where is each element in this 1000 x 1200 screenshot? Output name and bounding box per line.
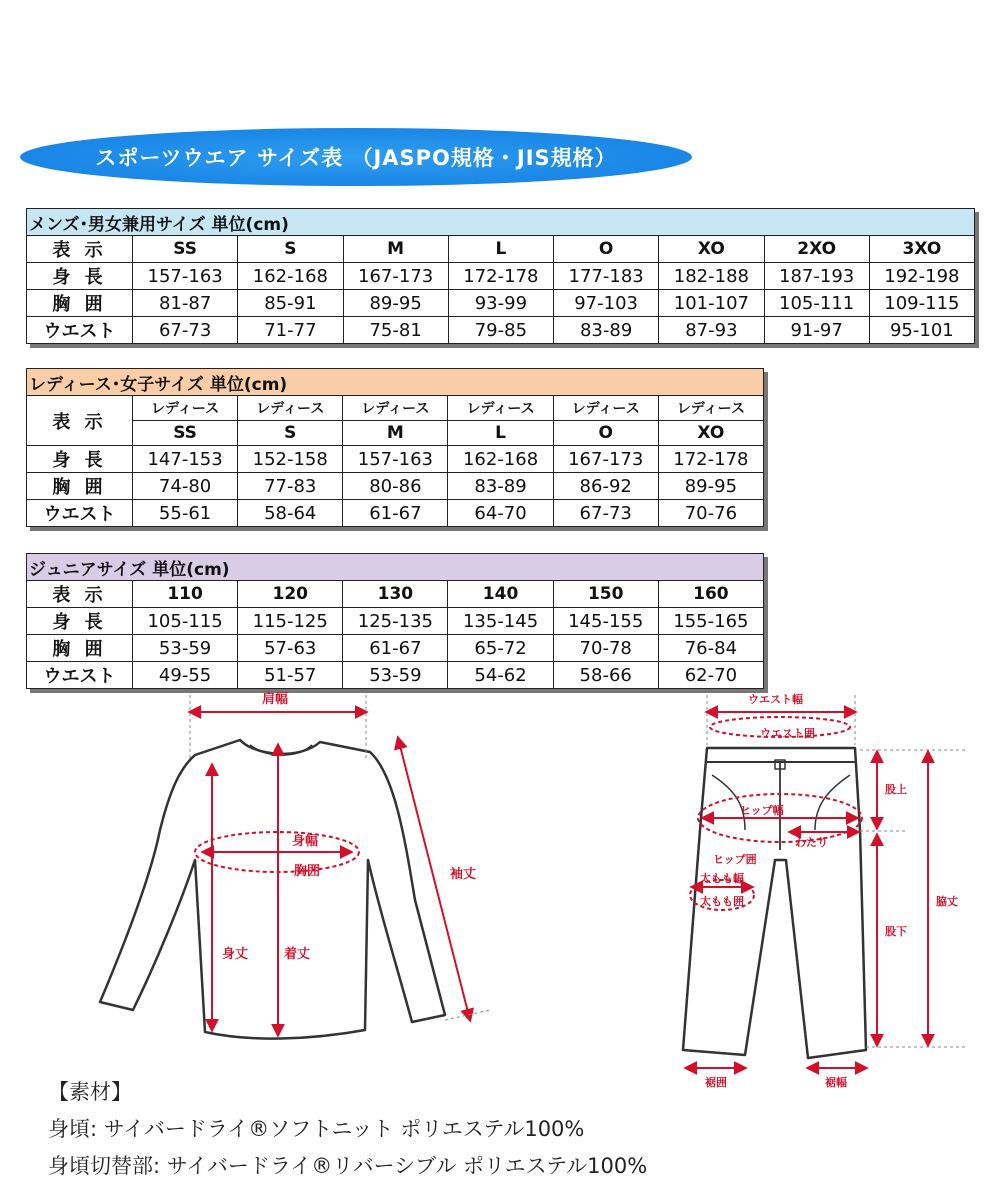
table-cell: 105-115 xyxy=(133,608,238,635)
table-cell: 135-145 xyxy=(448,608,553,635)
table-cell: 70-76 xyxy=(658,500,763,527)
material-line-body: 身頃: サイバードライ®ソフトニット ポリエステル100% xyxy=(48,1117,585,1141)
table-cell: 109-115 xyxy=(869,290,974,317)
table-cell: S xyxy=(238,236,343,263)
table-cell: 160 xyxy=(658,581,763,608)
table-cell: 71-77 xyxy=(238,317,343,344)
table-cell: 93-99 xyxy=(448,290,553,317)
row-label: 胸 囲 xyxy=(27,290,133,317)
hem-circ-label: 裾囲 xyxy=(705,1076,727,1089)
row-label: 身 長 xyxy=(27,446,133,473)
table-cell: 87-93 xyxy=(659,317,764,344)
ladies-table-header: レディース･女子サイズ 単位(cm) xyxy=(27,369,764,396)
table-cell: 157-163 xyxy=(133,263,238,290)
table-cell: 150 xyxy=(553,581,658,608)
table-cell: O xyxy=(553,421,658,446)
table-cell: 70-78 xyxy=(553,635,658,662)
row-label: 表 示 xyxy=(27,396,133,446)
table-cell: 61-67 xyxy=(343,500,448,527)
row-label: ウエスト xyxy=(27,500,133,527)
table-cell: 76-84 xyxy=(658,635,763,662)
table-cell: レディース xyxy=(448,396,553,421)
table-cell: 53-59 xyxy=(133,635,238,662)
hem-width-label: 裾幅 xyxy=(825,1076,847,1089)
table-cell: 61-67 xyxy=(343,635,448,662)
table-cell: S xyxy=(238,421,343,446)
table-cell: 167-173 xyxy=(343,263,448,290)
table-cell: 77-83 xyxy=(238,473,343,500)
material-heading: 【素材】 xyxy=(48,1080,132,1104)
table-cell: 177-183 xyxy=(554,263,659,290)
row-label: 表 示 xyxy=(27,236,133,263)
shirt-measure-lines xyxy=(190,712,470,1035)
row-label: ウエスト xyxy=(27,662,133,689)
table-cell: 75-81 xyxy=(343,317,448,344)
table-cell: M xyxy=(343,236,448,263)
table-cell: 86-92 xyxy=(553,473,658,500)
table-cell: 79-85 xyxy=(448,317,553,344)
table-cell: 147-153 xyxy=(133,446,238,473)
table-cell: 192-198 xyxy=(869,263,974,290)
table-cell: レディース xyxy=(343,396,448,421)
pants-measure-lines xyxy=(686,712,928,1068)
table-cell: 58-66 xyxy=(553,662,658,689)
table-cell: レディース xyxy=(658,396,763,421)
table-cell: 162-168 xyxy=(448,446,553,473)
table-cell: SS xyxy=(133,236,238,263)
table-cell: 51-57 xyxy=(238,662,343,689)
thigh-width-label: 太もも幅 xyxy=(700,872,744,885)
table-cell: L xyxy=(448,421,553,446)
junior-table-header: ジュニアサイズ 単位(cm) xyxy=(27,554,764,581)
material-line-panel: 身頃切替部: サイバードライ®リバーシブル ポリエステル100% xyxy=(48,1154,648,1178)
table-cell: 167-173 xyxy=(553,446,658,473)
table-cell: 95-101 xyxy=(869,317,974,344)
chest-label: 胸囲 xyxy=(294,864,321,879)
table-cell: 140 xyxy=(448,581,553,608)
hip-circ-label: ヒップ囲 xyxy=(713,853,757,866)
row-label: 表 示 xyxy=(27,581,133,608)
shirt-guide-lines xyxy=(190,695,490,1020)
table-cell: L xyxy=(448,236,553,263)
table-cell: レディース xyxy=(133,396,238,421)
table-cell: 97-103 xyxy=(554,290,659,317)
waist-circ-label: ウエスト囲 xyxy=(760,727,815,740)
table-cell: 162-168 xyxy=(238,263,343,290)
table-cell: 110 xyxy=(133,581,238,608)
row-label: 身 長 xyxy=(27,263,133,290)
table-cell: 83-89 xyxy=(448,473,553,500)
table-cell: 74-80 xyxy=(133,473,238,500)
table-cell: レディース xyxy=(238,396,343,421)
hip-width-label: ヒップ幅 xyxy=(740,804,784,817)
table-cell: O xyxy=(554,236,659,263)
body-width-label: 身幅 xyxy=(292,834,319,849)
table-cell: 125-135 xyxy=(343,608,448,635)
table-cell: 49-55 xyxy=(133,662,238,689)
table-cell: 54-62 xyxy=(448,662,553,689)
row-label: 胸 囲 xyxy=(27,635,133,662)
table-cell: 182-188 xyxy=(659,263,764,290)
table-cell: 65-72 xyxy=(448,635,553,662)
table-cell: SS xyxy=(133,421,238,446)
table-cell: 57-63 xyxy=(238,635,343,662)
table-cell: レディース xyxy=(553,396,658,421)
inseam-label: 股下 xyxy=(885,925,907,938)
table-cell: 105-111 xyxy=(764,290,869,317)
table-cell: 55-61 xyxy=(133,500,238,527)
row-label: 身 長 xyxy=(27,608,133,635)
thigh-circ-label: 太もも囲 xyxy=(700,895,744,908)
body-length-label: 身丈 xyxy=(222,947,249,962)
table-cell: 62-70 xyxy=(658,662,763,689)
table-cell: 89-95 xyxy=(658,473,763,500)
table-cell: 187-193 xyxy=(764,263,869,290)
mens-table-header: メンズ･男女兼用サイズ 単位(cm) xyxy=(27,209,975,236)
rise-label: 股上 xyxy=(885,783,907,796)
table-cell: 91-97 xyxy=(764,317,869,344)
table-cell: 101-107 xyxy=(659,290,764,317)
table-cell: 155-165 xyxy=(658,608,763,635)
table-cell: 3XO xyxy=(869,236,974,263)
table-cell: 81-87 xyxy=(133,290,238,317)
table-cell: 172-178 xyxy=(448,263,553,290)
table-cell: 58-64 xyxy=(238,500,343,527)
table-cell: 120 xyxy=(238,581,343,608)
table-cell: 89-95 xyxy=(343,290,448,317)
table-cell: 53-59 xyxy=(343,662,448,689)
page-title: スポーツウエア サイズ表 （JASPO規格・JIS規格） xyxy=(95,146,617,170)
table-cell: XO xyxy=(658,421,763,446)
outseam-label: 脇丈 xyxy=(936,895,958,908)
shirt-diagram xyxy=(100,740,445,1039)
table-cell: 64-70 xyxy=(448,500,553,527)
table-cell: 115-125 xyxy=(238,608,343,635)
row-label: ウエスト xyxy=(27,317,133,344)
table-cell: 145-155 xyxy=(553,608,658,635)
table-cell: 152-158 xyxy=(238,446,343,473)
crotch-width-label: わたり xyxy=(795,836,828,849)
table-cell: M xyxy=(343,421,448,446)
waist-width-label: ウエスト幅 xyxy=(748,693,803,706)
total-length-label: 着丈 xyxy=(284,947,311,962)
table-cell: 67-73 xyxy=(553,500,658,527)
table-cell: 130 xyxy=(343,581,448,608)
shoulder-width-label: 肩幅 xyxy=(262,692,289,707)
table-cell: 172-178 xyxy=(658,446,763,473)
table-cell: 2XO xyxy=(764,236,869,263)
table-cell: 80-86 xyxy=(343,473,448,500)
table-cell: 67-73 xyxy=(133,317,238,344)
table-cell: 85-91 xyxy=(238,290,343,317)
row-label: 胸 囲 xyxy=(27,473,133,500)
sleeve-length-label: 袖丈 xyxy=(450,867,477,882)
table-cell: 157-163 xyxy=(343,446,448,473)
table-cell: XO xyxy=(659,236,764,263)
table-cell: 83-89 xyxy=(554,317,659,344)
